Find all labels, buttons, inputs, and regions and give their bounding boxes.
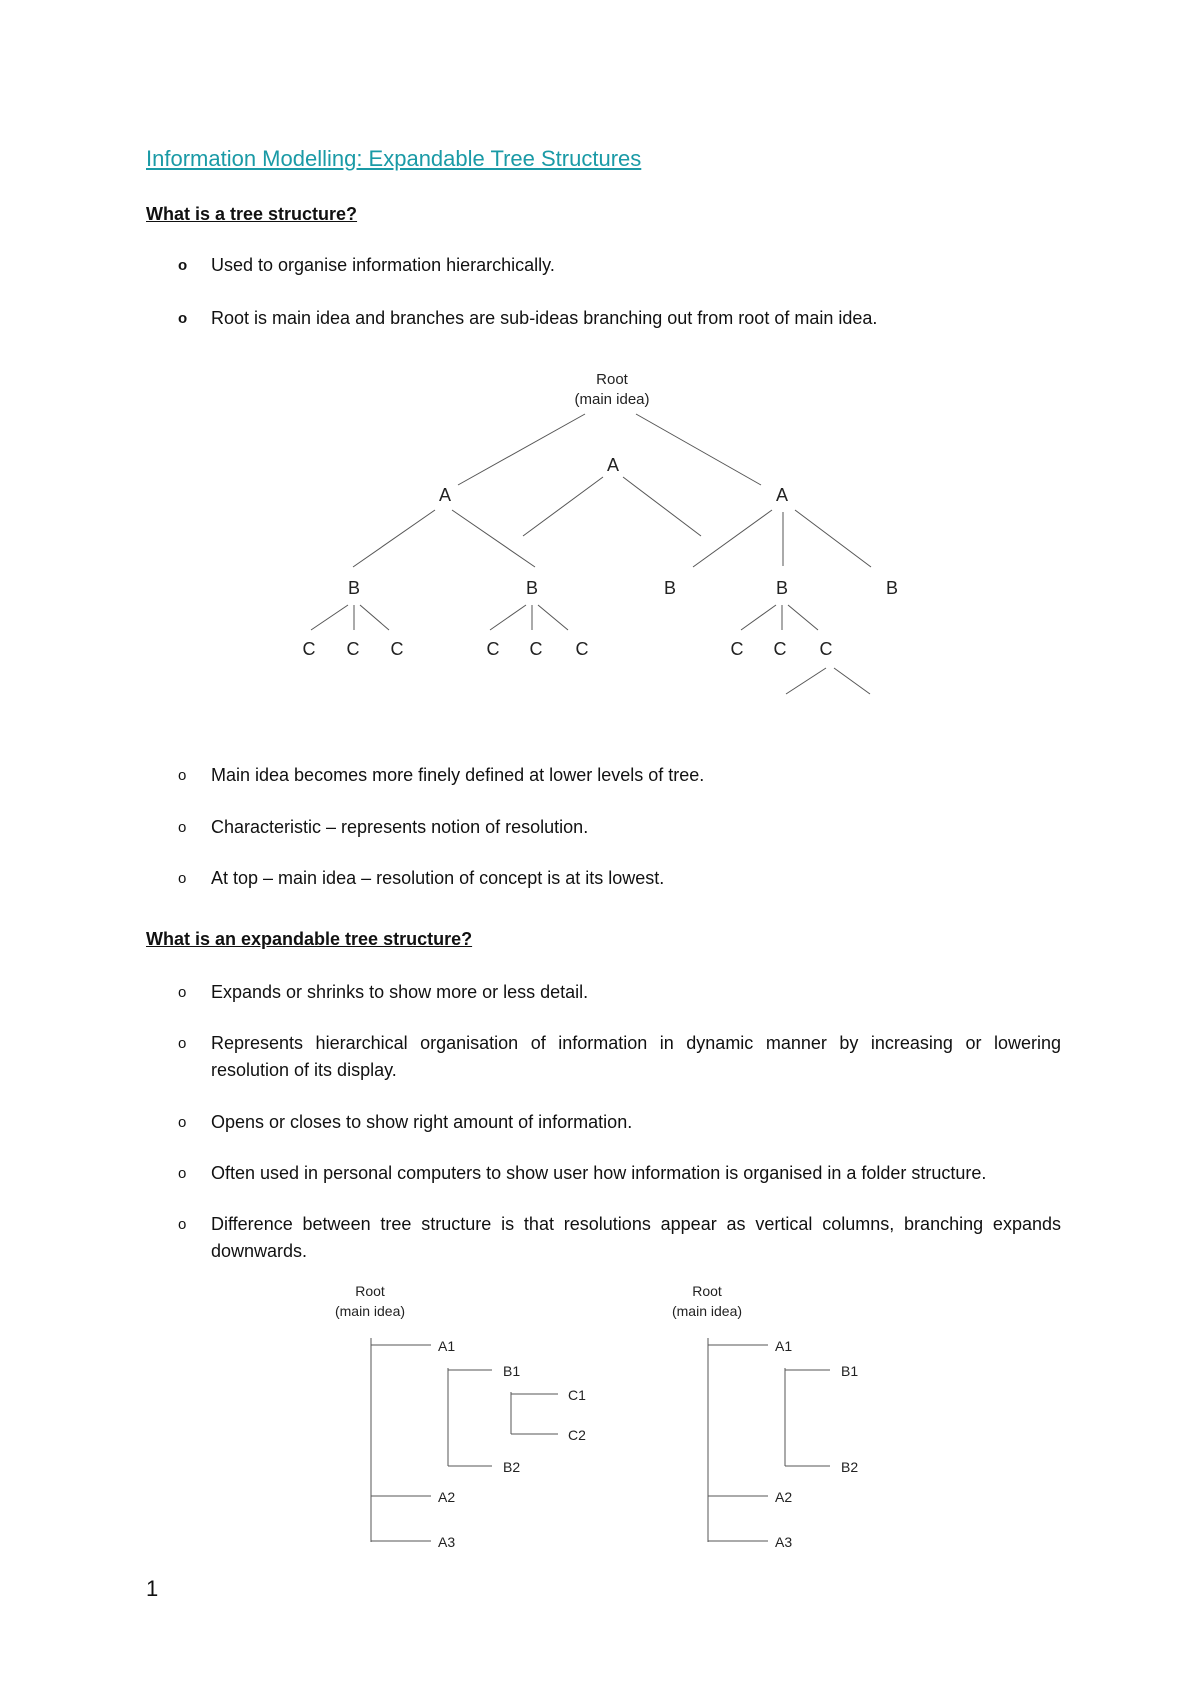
tree-structure-diagram (0, 0, 1200, 720)
collapsed-node-b2: B2 (841, 1459, 859, 1475)
expanded-node-c2: C2 (568, 1427, 586, 1443)
expanded-node-a2: A2 (438, 1489, 456, 1505)
tree-node-c: C (819, 639, 833, 659)
tree-node-b: B (347, 578, 361, 598)
bullet-marker: o (178, 984, 187, 1001)
bullet-marker: o (178, 767, 187, 784)
expanded-node-a3: A3 (438, 1534, 456, 1550)
bullet-text: Root is main idea and branches are sub-ideas branching out from root of main idea. (211, 308, 878, 328)
bullet-marker: o (178, 819, 187, 836)
tree-node-b: B (885, 578, 899, 598)
tree-node-c: C (773, 639, 787, 659)
expanded-node-b1: B1 (503, 1363, 521, 1379)
section-heading-tree-structure: What is a tree structure? (146, 204, 358, 224)
expanded-root-sublabel: (main idea) (334, 1303, 406, 1319)
page-number: 1 (146, 1576, 159, 1601)
bullet-text: Used to organise information hierarchically. (211, 255, 555, 275)
bullet-text: Difference between tree structure is that resolutions appear as vertical columns, branching expands downwards. (211, 1214, 1061, 1261)
collapsed-node-a1: A1 (775, 1338, 793, 1354)
bullet-marker: o (178, 257, 188, 274)
tree-root-sublabel: (main idea) (574, 391, 650, 408)
collapsed-node-a3: A3 (775, 1534, 793, 1550)
bullet-marker: o (178, 1035, 187, 1052)
tree-node-c: C (730, 639, 744, 659)
bullet-marker: o (178, 1165, 187, 1182)
tree-node-a: A (438, 485, 452, 505)
bullet-marker: o (178, 310, 188, 327)
collapsed-root-label: Root (692, 1283, 722, 1299)
collapsed-node-a2: A2 (775, 1489, 793, 1505)
bullet-text: Expands or shrinks to show more or less detail. (211, 982, 589, 1002)
bullet-marker: o (178, 1114, 187, 1131)
collapsed-node-b1: B1 (841, 1363, 859, 1379)
tree-node-b: B (775, 578, 789, 598)
tree-node-a: A (775, 485, 789, 505)
expanded-node-c1: C1 (568, 1387, 586, 1403)
bullet-text: Often used in personal computers to show user how information is organised in a folder structure. (211, 1163, 987, 1183)
bullet-marker: o (178, 870, 187, 887)
bullet-text: Main idea becomes more finely defined at lower levels of tree. (211, 765, 705, 785)
section-heading-expandable-tree: What is an expandable tree structure? (146, 929, 473, 949)
tree-root-label: Root (596, 371, 628, 388)
tree-node-c: C (302, 639, 316, 659)
expanded-root-label: Root (355, 1283, 385, 1299)
collapsed-root-sublabel: (main idea) (671, 1303, 743, 1319)
bullet-text: At top – main idea – resolution of concept is at its lowest. (211, 868, 665, 888)
bullet-marker: o (178, 1216, 187, 1233)
expandable-tree-collapsed (672, 1283, 858, 1550)
expanded-node-b2: B2 (503, 1459, 521, 1475)
expandable-tree-diagrams (0, 1270, 1200, 1560)
tree-node-b: B (525, 578, 539, 598)
expanded-node-a1: A1 (438, 1338, 456, 1354)
bullet-text: Opens or closes to show right amount of information. (211, 1112, 633, 1132)
tree-node-c: C (346, 639, 360, 659)
expandable-tree-expanded (335, 1283, 586, 1550)
document-title: Information Modelling: Expandable Tree Structures (146, 146, 642, 171)
tree-node-c: C (390, 639, 404, 659)
bullet-text: Characteristic – represents notion of resolution. (211, 817, 589, 837)
bullet-text: Represents hierarchical organisation of information in dynamic manner by increasing or lowering resolution of its display. (211, 1033, 1061, 1080)
tree-node-c: C (529, 639, 543, 659)
tree-node-a: A (606, 455, 620, 475)
tree-node-c: C (486, 639, 500, 659)
tree-node-b: B (663, 578, 677, 598)
tree-node-c: C (575, 639, 589, 659)
